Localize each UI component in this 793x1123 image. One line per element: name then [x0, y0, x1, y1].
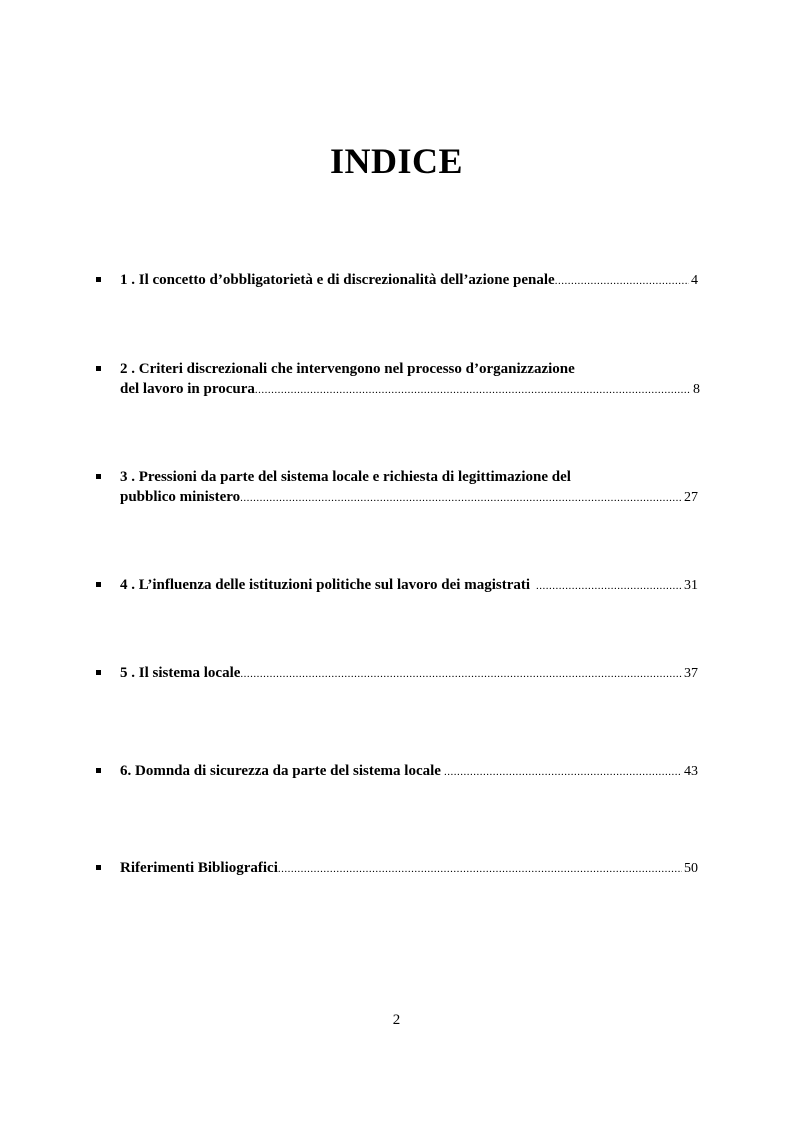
square-bullet-icon — [96, 277, 101, 282]
toc-entry-title-line: 2 . Criteri discrezionali che intervengono nel processo d’organizzazione — [120, 361, 575, 377]
square-bullet-icon — [96, 366, 101, 371]
toc-entry-2[interactable] — [96, 359, 700, 400]
toc-entry-6[interactable] — [96, 761, 698, 782]
square-bullet-icon — [96, 582, 101, 587]
toc-entry-title: pubblico ministero — [120, 489, 241, 505]
toc-entry-title: Riferimenti Bibliografici — [120, 860, 278, 876]
dot-leader — [555, 271, 689, 291]
toc-page-number: 50 — [684, 861, 698, 876]
toc-entry-title-line: 3 . Pressioni da parte del sistema locale e richiesta di legittimazione del — [120, 469, 571, 485]
toc-entry-title: del lavoro in procura — [120, 381, 255, 397]
square-bullet-icon — [96, 670, 101, 675]
toc-page-number: 8 — [693, 382, 700, 397]
toc-page-number: 27 — [684, 490, 698, 505]
toc-entry-3[interactable] — [96, 467, 698, 508]
square-bullet-icon — [96, 865, 101, 870]
toc-page-number: 4 — [691, 273, 698, 288]
toc-entry-title: 1 . Il concetto d’obbligatorietà e di discrezionalità dell’azione penale — [120, 272, 555, 288]
square-bullet-icon — [96, 474, 101, 479]
toc-entry-4[interactable] — [96, 575, 698, 596]
toc-entry-5[interactable] — [96, 663, 698, 684]
dot-leader — [536, 576, 682, 596]
dot-leader — [240, 488, 682, 508]
toc-entry-7[interactable] — [96, 858, 698, 879]
toc-entry-1[interactable] — [96, 270, 698, 291]
dot-leader — [444, 762, 682, 782]
toc-entry-title: 5 . Il sistema locale — [120, 665, 241, 681]
toc-page-number: 31 — [684, 578, 698, 593]
square-bullet-icon — [96, 768, 101, 773]
toc-page-number: 43 — [684, 764, 698, 779]
dot-leader — [278, 859, 682, 879]
dot-leader — [240, 664, 682, 684]
toc-entry-title: 6. Domnda di sicurezza da parte del sistema locale — [120, 763, 441, 779]
toc-entry-title: 4 . L’influenza delle istituzioni politiche sul lavoro dei magistrati — [120, 577, 531, 593]
page-title: INDICE — [329, 141, 464, 181]
dot-leader — [255, 380, 691, 400]
toc-page-number: 37 — [684, 666, 698, 681]
page-number: 2 — [392, 1012, 401, 1028]
